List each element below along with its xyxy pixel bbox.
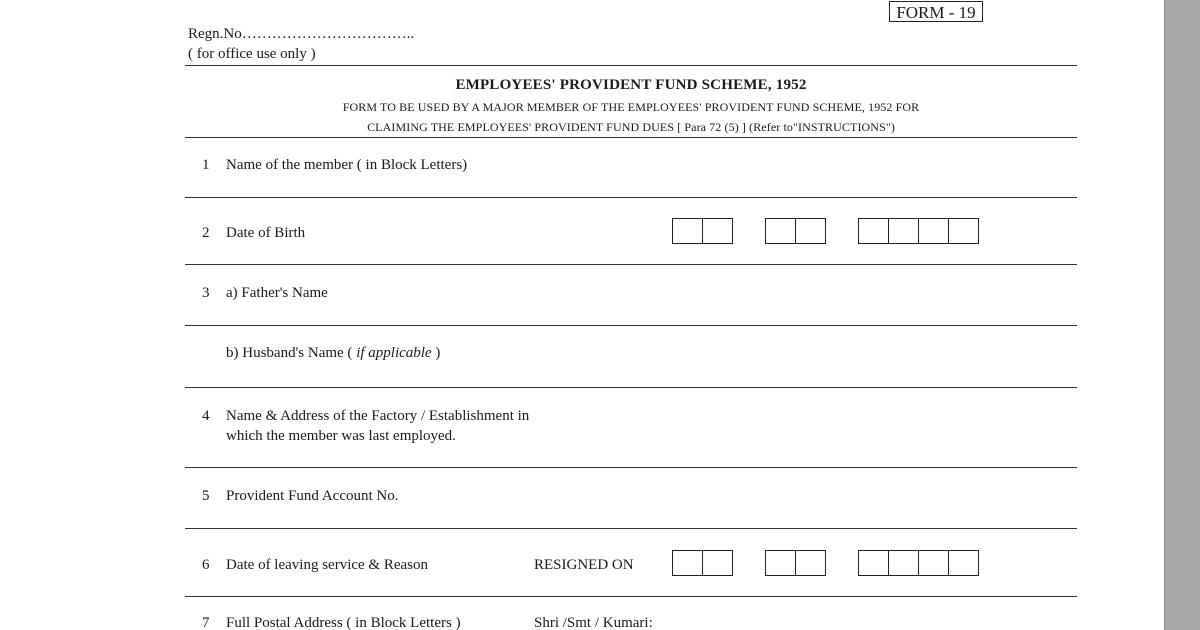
digit-box[interactable] (918, 218, 949, 244)
form-number-badge: FORM - 19 (889, 1, 983, 22)
digit-box[interactable] (795, 218, 826, 244)
digit-box[interactable] (888, 218, 919, 244)
digit-box[interactable] (765, 550, 796, 576)
form-title: EMPLOYEES' PROVIDENT FUND SCHEME, 1952 (455, 77, 807, 93)
digit-box[interactable] (702, 218, 733, 244)
field-6-number: 6 (202, 557, 210, 573)
divider (185, 65, 1077, 66)
divider (185, 197, 1077, 198)
regn-no-field: Regn.No…………………………….. (188, 26, 415, 42)
field-1-label: Name of the member ( in Block Letters) (226, 157, 468, 173)
digit-box[interactable] (858, 550, 889, 576)
divider (185, 467, 1077, 468)
field-4-number: 4 (202, 408, 210, 424)
field-4-label-line-1: Name & Address of the Factory / Establishment in (226, 408, 530, 424)
divider (185, 387, 1077, 388)
field-3b-label (226, 343, 440, 364)
field-4-label-line-2: which the member was last employed. (226, 428, 456, 444)
field-6-label: Date of leaving service & Reason (226, 557, 429, 573)
divider (185, 528, 1077, 529)
divider (185, 137, 1077, 138)
field-1-number: 1 (202, 157, 210, 173)
digit-box[interactable] (795, 550, 826, 576)
digit-box[interactable] (672, 550, 703, 576)
digit-box[interactable] (672, 218, 703, 244)
divider (185, 325, 1077, 326)
leaving-day-boxes[interactable] (672, 550, 732, 576)
field-3b-label-suffix: ) (431, 345, 441, 361)
divider (185, 596, 1077, 597)
form-subtitle-line-1: FORM TO BE USED BY A MAJOR MEMBER OF THE EMPLOYEES' PROVIDENT FUND SCHEME, 1952 FOR (342, 100, 920, 114)
digit-box[interactable] (918, 550, 949, 576)
office-use-note: ( for office use only ) (188, 46, 316, 62)
resigned-on-label: RESIGNED ON (534, 557, 634, 573)
digit-box[interactable] (888, 550, 919, 576)
leaving-year-boxes[interactable] (858, 550, 978, 576)
dob-month-boxes[interactable] (765, 218, 825, 244)
field-7-label: Full Postal Address ( in Block Letters ) (226, 615, 461, 630)
salutation-label: Shri /Smt / Kumari: (534, 615, 653, 630)
digit-box[interactable] (702, 550, 733, 576)
field-5-number: 5 (202, 488, 210, 504)
form-subtitle-line-2: CLAIMING THE EMPLOYEES' PROVIDENT FUND DUES [ Para 72 (5) ] (Refer to"INSTRUCTIONS") (367, 120, 895, 134)
leaving-month-boxes[interactable] (765, 550, 825, 576)
field-5-label: Provident Fund Account No. (226, 488, 399, 504)
field-7-number: 7 (202, 615, 210, 630)
field-3a-label: a) Father's Name (226, 285, 328, 301)
digit-box[interactable] (948, 550, 979, 576)
field-3-number: 3 (202, 285, 210, 301)
field-2-label: Date of Birth (226, 225, 306, 241)
field-3b-label-prefix: b) Husband's Name ( (226, 345, 357, 361)
divider (185, 264, 1077, 265)
field-2-number: 2 (202, 225, 210, 241)
dob-day-boxes[interactable] (672, 218, 732, 244)
digit-box[interactable] (765, 218, 796, 244)
dob-year-boxes[interactable] (858, 218, 978, 244)
field-3b-label-italic: if applicable (356, 345, 432, 361)
digit-box[interactable] (858, 218, 889, 244)
digit-box[interactable] (948, 218, 979, 244)
right-scroll-gutter (1164, 0, 1200, 630)
